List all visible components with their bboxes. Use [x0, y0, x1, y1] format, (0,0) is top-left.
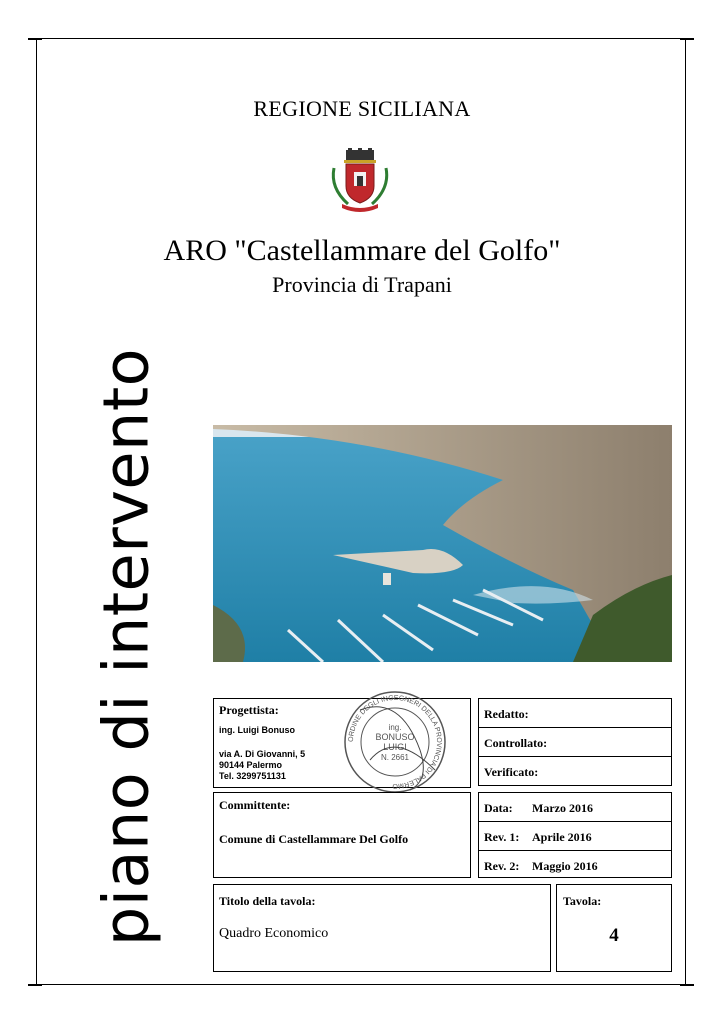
rev2-value: Maggio 2016: [532, 859, 598, 873]
side-title: [81, 332, 171, 962]
date-row: [479, 851, 671, 879]
titolo-value: Quadro Economico: [219, 926, 329, 941]
progettista-phone: Tel. 3299751131: [219, 771, 286, 781]
progettista-label: Progettista:: [219, 703, 279, 717]
corner-tick: [680, 38, 694, 40]
harbor-aerial-photo: [213, 425, 672, 662]
progettista-address1: via A. Di Giovanni, 5: [219, 749, 306, 759]
side-title-text: piano di intervento: [89, 347, 163, 947]
municipal-crest-icon: [328, 148, 392, 214]
rev2-label: Rev. 2:: [484, 859, 520, 873]
committente-value: Comune di Castellammare Del Golfo: [219, 832, 409, 846]
stamp-center-line4: N. 2661: [380, 753, 410, 762]
committente-box: [213, 792, 471, 878]
tavola-number: 4: [609, 925, 619, 946]
date-row: [479, 822, 671, 851]
committente-label: Committente:: [219, 798, 291, 812]
rev1-value: Aprile 2016: [532, 830, 592, 844]
stamp-center-line3: LUIGI: [383, 742, 407, 752]
tavola-box: [556, 884, 672, 972]
dates-box: [478, 792, 672, 878]
data-value: Marzo 2016: [532, 801, 593, 815]
stamp-center-line1: ing.: [388, 723, 402, 732]
redatto-label: Redatto:: [484, 707, 529, 721]
review-row: [479, 728, 671, 757]
corner-tick: [680, 984, 694, 986]
stamp-ring-text: ORDINE DEGLI INGEGNERI DELLA PROVINCIA DI PALERMO: [347, 694, 443, 790]
progettista-name: ing. Luigi Bonuso: [219, 725, 295, 735]
controllato-label: Controllato:: [484, 736, 548, 750]
aro-title: ARO "Castellammare del Golfo": [163, 234, 561, 267]
titolo-box: [213, 884, 551, 972]
data-label: Data:: [484, 801, 513, 815]
region-title: REGIONE SICILIANA: [253, 96, 471, 121]
progettista-address2: 90144 Palermo: [219, 760, 283, 770]
rev1-label: Rev. 1:: [484, 830, 520, 844]
corner-tick: [28, 984, 42, 986]
verificato-label: Verificato:: [484, 765, 539, 779]
review-row: [479, 757, 671, 787]
titolo-label: Titolo della tavola:: [219, 894, 316, 908]
date-row: [479, 793, 671, 822]
tavola-label: Tavola:: [563, 894, 602, 908]
province-subtitle: Provincia di Trapani: [272, 272, 452, 297]
review-box: [478, 698, 672, 786]
stamp-center-line2: BONUSO: [375, 732, 415, 742]
review-row: [479, 699, 671, 728]
corner-tick: [28, 38, 42, 40]
engineer-stamp: [340, 690, 450, 795]
